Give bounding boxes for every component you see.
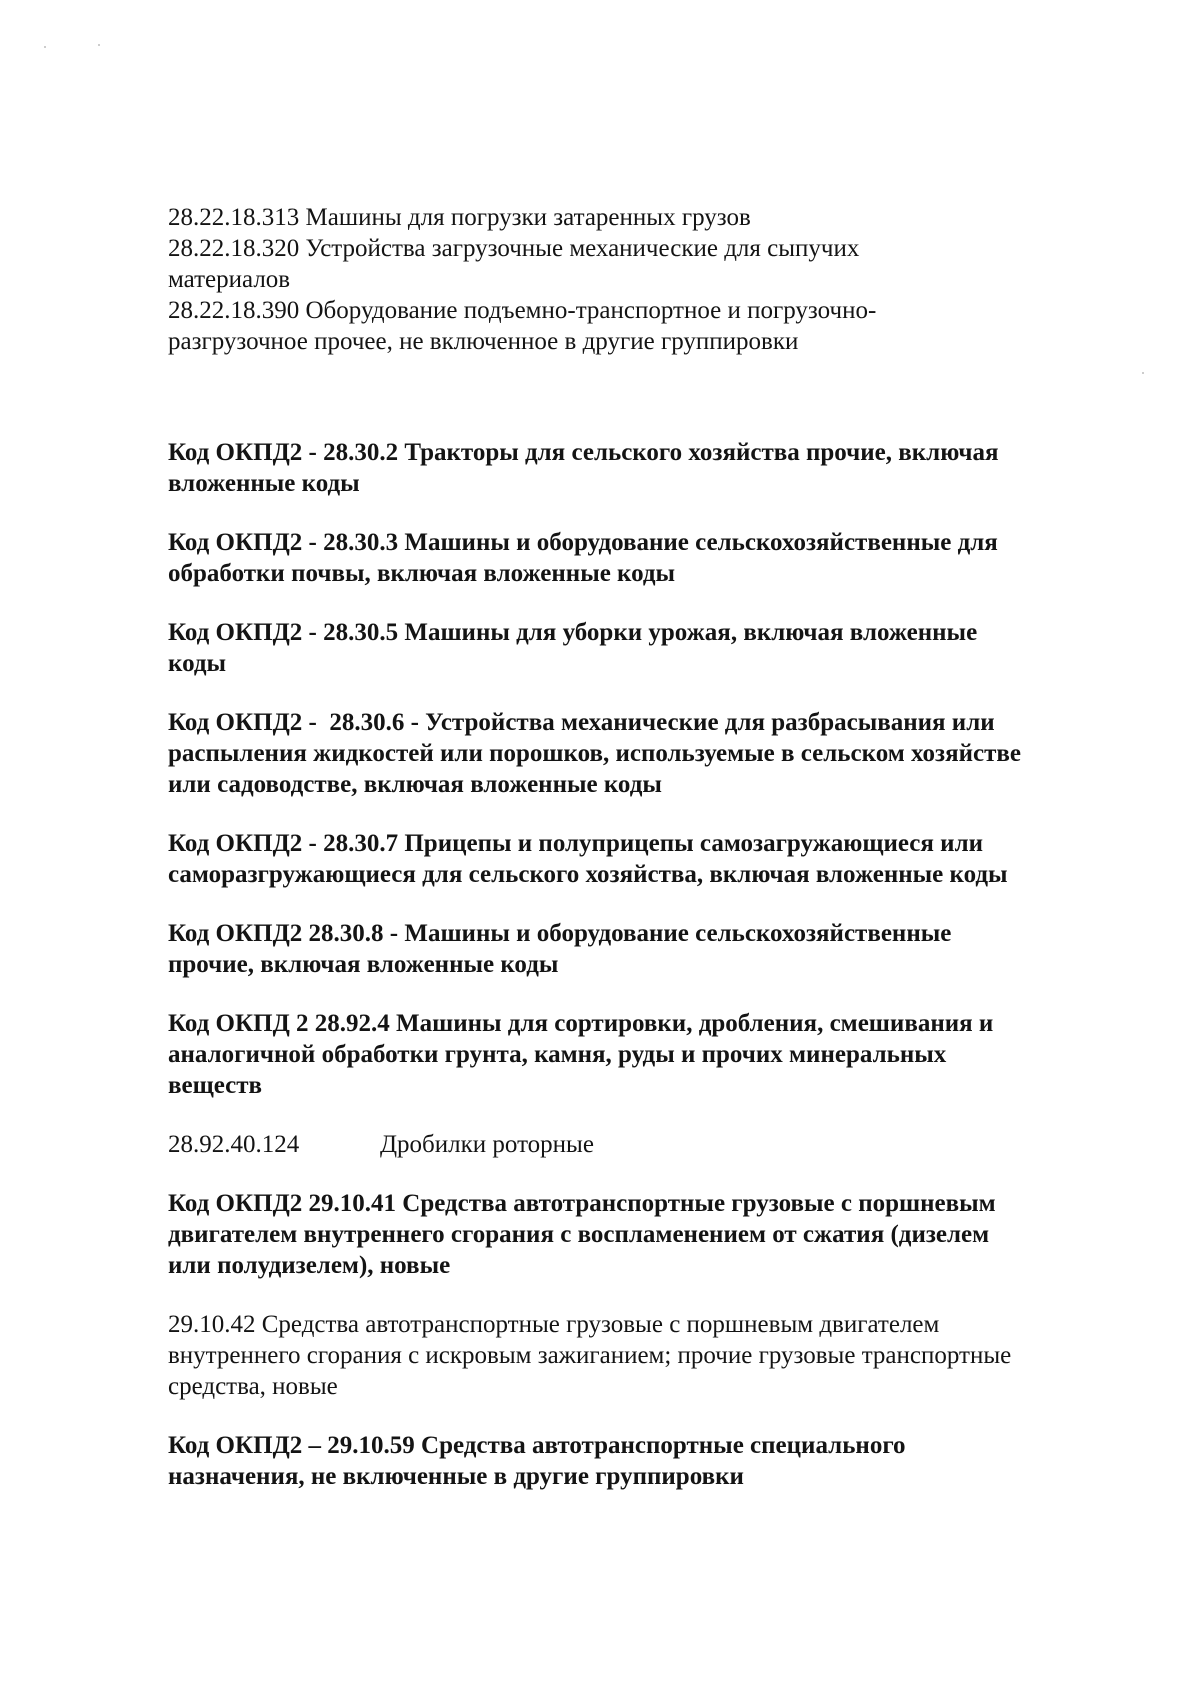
okpd-heading xyxy=(168,707,1128,800)
heading-line: коды xyxy=(168,650,227,677)
row-name: Дробилки роторные xyxy=(380,1131,594,1158)
heading-line: аналогичной обработки грунта, камня, руды и прочих минеральных xyxy=(168,1041,947,1068)
code-line: 28.22.18.313 Машины для погрузки затаренных грузов xyxy=(168,204,751,231)
heading-line: Код ОКПД2 - 28.30.5 Машины для уборки урожая, включая вложенные xyxy=(168,619,978,646)
scan-speck xyxy=(44,46,46,48)
okpd-heading xyxy=(168,1008,1128,1101)
okpd-heading xyxy=(168,828,1128,890)
okpd-heading xyxy=(168,1188,1128,1281)
heading-line: вложенные коды xyxy=(168,470,360,497)
heading-line: двигателем внутреннего сгорания с воспламенением от сжатия (дизелем xyxy=(168,1221,990,1248)
description-line: 29.10.42 Средства автотранспортные грузовые с поршневым двигателем xyxy=(168,1311,940,1338)
description-line: внутреннего сгорания с искровым зажиганием; прочие грузовые транспортные xyxy=(168,1342,1012,1369)
code-line: разгрузочное прочее, не включенное в другие группировки xyxy=(168,328,799,355)
okpd-heading xyxy=(168,918,1128,980)
code-line: материалов xyxy=(168,266,291,293)
code-description xyxy=(168,1309,1128,1402)
heading-line: или полудизелем), новые xyxy=(168,1252,451,1279)
code-row xyxy=(168,1129,1128,1160)
heading-line: распыления жидкостей или порошков, используемые в сельском хозяйстве xyxy=(168,740,1021,767)
code-list-block xyxy=(168,202,1128,357)
heading-line: или садоводстве, включая вложенные коды xyxy=(168,771,662,798)
heading-line: Код ОКПД2 - 28.30.3 Машины и оборудование сельскохозяйственные для xyxy=(168,529,998,556)
heading-line: Код ОКПД2 - 28.30.6 - Устройства механические для разбрасывания или xyxy=(168,709,995,736)
okpd-heading xyxy=(168,437,1128,499)
heading-line: Код ОКПД2 – 29.10.59 Средства автотранспортные специального xyxy=(168,1432,906,1459)
scan-speck xyxy=(1142,372,1144,374)
heading-line: веществ xyxy=(168,1072,262,1099)
code-line: 28.22.18.390 Оборудование подъемно-транспортное и погрузочно- xyxy=(168,297,877,324)
scan-speck xyxy=(98,44,100,46)
heading-line: Код ОКПД2 - 28.30.2 Тракторы для сельского хозяйства прочие, включая xyxy=(168,439,999,466)
heading-line: Код ОКПД2 - 28.30.7 Прицепы и полуприцепы самозагружающиеся или xyxy=(168,830,984,857)
document-body xyxy=(168,202,1128,1492)
code-line: 28.22.18.320 Устройства загрузочные механические для сыпучих xyxy=(168,235,860,262)
description-line: средства, новые xyxy=(168,1373,338,1400)
heading-line: Код ОКПД 2 28.92.4 Машины для сортировки, дробления, смешивания и xyxy=(168,1010,994,1037)
heading-line: прочие, включая вложенные коды xyxy=(168,951,559,978)
row-code: 28.92.40.124 xyxy=(168,1131,300,1158)
heading-line: назначения, не включенные в другие группировки xyxy=(168,1463,744,1490)
heading-line: Код ОКПД2 28.30.8 - Машины и оборудование сельскохозяйственные xyxy=(168,920,952,947)
heading-line: обработки почвы, включая вложенные коды xyxy=(168,560,676,587)
heading-line: Код ОКПД2 29.10.41 Средства автотранспортные грузовые с поршневым xyxy=(168,1190,996,1217)
okpd-heading xyxy=(168,617,1128,679)
okpd-heading xyxy=(168,527,1128,589)
okpd-heading xyxy=(168,1430,1128,1492)
heading-line: саморазгружающиеся для сельского хозяйства, включая вложенные коды xyxy=(168,861,1008,888)
